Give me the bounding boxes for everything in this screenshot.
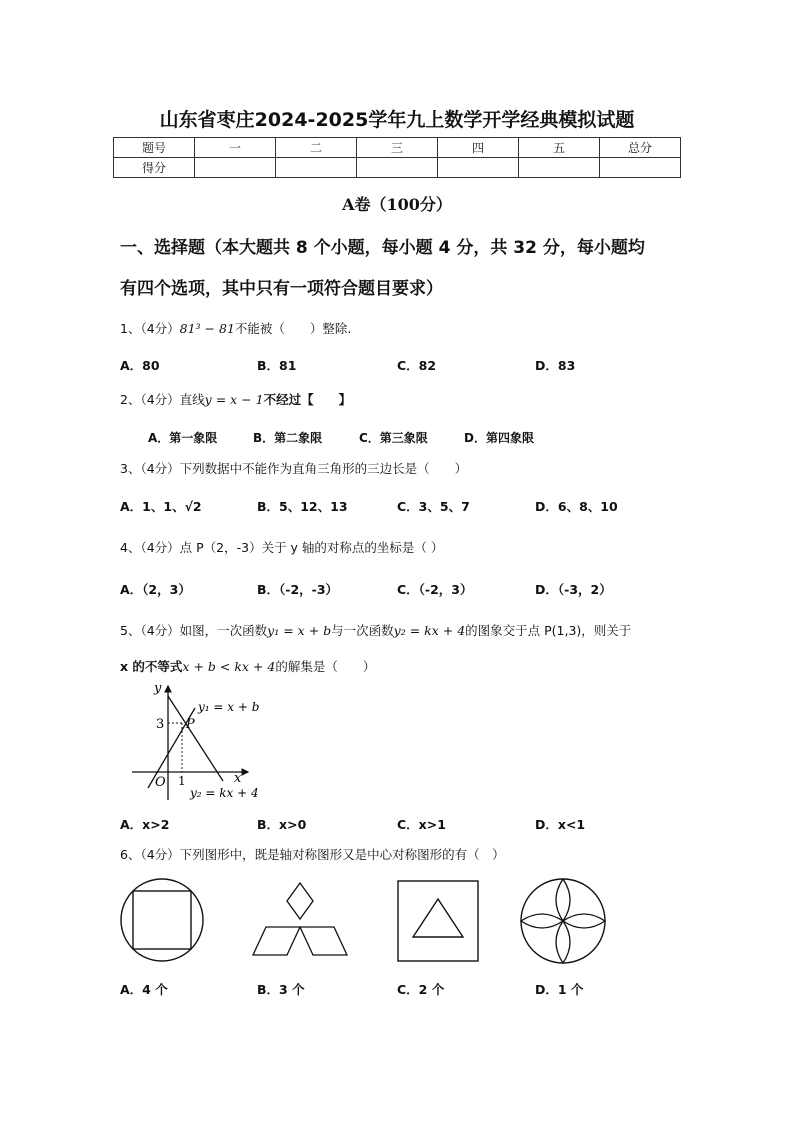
score-header-cell: 四 [438, 138, 519, 158]
q5-option-d[interactable]: D．x<1 [535, 817, 586, 832]
q3-option-b[interactable]: B．5、12、13 [257, 499, 348, 514]
score-header-cell: 总分 [600, 138, 681, 158]
q2-option-a[interactable]: A．第一象限 [148, 431, 218, 445]
score-cell[interactable] [357, 158, 438, 178]
score-header-cell: 二 [276, 138, 357, 158]
score-header-cell: 五 [519, 138, 600, 158]
score-cell[interactable] [600, 158, 681, 178]
q2-option-c[interactable]: C．第三象限 [359, 431, 428, 445]
page-title: 山东省枣庄2024-2025学年九上数学开学经典模拟试题 [159, 109, 635, 131]
question-1-suffix: 不能被（ ）整除. [234, 321, 352, 336]
score-table [113, 137, 681, 178]
q1-option-b[interactable]: B．81 [257, 358, 297, 373]
q1-option-a[interactable]: A．80 [120, 358, 160, 373]
q5-text-c: 的图象交于点 P(1,3)，则关于 [465, 623, 632, 638]
q6-figure-three-rhombuses [250, 877, 350, 961]
y-axis-label: y [154, 681, 162, 696]
score-header-cell: 题号 [114, 138, 195, 158]
q5-text-e: 的解集是（ ） [275, 659, 376, 674]
q5-option-a[interactable]: A．x>2 [120, 817, 170, 832]
q6-figure-square-triangle [396, 879, 482, 965]
q5-text-a: 5、（4分）如图，一次函数 [120, 623, 268, 638]
point-p-label: P [186, 717, 195, 732]
question-2 [120, 390, 351, 408]
q5-math-y1: y₁ = x + b [267, 623, 332, 638]
x-axis-label: x [234, 771, 242, 786]
q3-option-a[interactable]: A．1、1、√2 [120, 499, 202, 514]
score-cell[interactable] [438, 158, 519, 178]
line-y2-label: y₂ = kx + 4 [190, 786, 259, 800]
q3-option-d[interactable]: D．6、8、10 [535, 499, 618, 514]
q4-option-c[interactable]: C．（-2，3） [397, 582, 473, 597]
score-cell[interactable] [276, 158, 357, 178]
origin-label: O [155, 775, 166, 790]
score-header-cell: 三 [357, 138, 438, 158]
tick-y-3: 3 [156, 717, 165, 732]
q6-figure-circle-petals [519, 877, 607, 965]
q4-option-a[interactable]: A．（2，3） [120, 582, 191, 597]
section-heading-line1: 一、选择题（本大题共 8 个小题，每小题 4 分，共 32 分，每小题均 [120, 238, 645, 258]
line-y1-label: y₁ = x + b [198, 700, 260, 714]
score-cell[interactable] [519, 158, 600, 178]
q5-text-d: x 的不等式 [120, 659, 183, 674]
q5-text-b: 与一次函数 [331, 623, 394, 638]
section-heading-line2: 有四个选项，其中只有一项符合题目要求） [120, 279, 443, 299]
part-a-heading: A卷（100分） [342, 195, 452, 214]
q5-math-y2: y₂ = kx + 4 [393, 623, 466, 638]
q5-option-b[interactable]: B．x>0 [257, 817, 307, 832]
q5-graph-figure [118, 678, 278, 808]
question-5-line2 [120, 657, 375, 675]
q2-option-d[interactable]: D．第四象限 [464, 431, 534, 445]
q6-option-b[interactable]: B．3 个 [257, 982, 305, 997]
score-table-header-row [114, 138, 681, 158]
score-table-score-row [114, 158, 681, 178]
q1-option-c[interactable]: C．82 [397, 358, 437, 373]
q4-option-d[interactable]: D．（-3，2） [535, 582, 612, 597]
score-row-label: 得分 [114, 158, 195, 178]
q6-option-a[interactable]: A．4 个 [120, 982, 168, 997]
q5-option-c[interactable]: C．x>1 [397, 817, 446, 832]
q4-option-b[interactable]: B．（-2，-3） [257, 582, 339, 597]
question-3: 3、（4分）下列数据中不能作为直角三角形的三边长是（ ） [120, 461, 468, 476]
question-6: 6、（4分）下列图形中，既是轴对称图形又是中心对称图形的有（ ） [120, 847, 505, 862]
question-4: 4、（4分）点 P（2，-3）关于 y 轴的对称点的坐标是（ ） [120, 540, 444, 555]
question-2-suffix: 不经过【 】 [263, 392, 352, 407]
score-header-cell: 一 [195, 138, 276, 158]
tick-x-1: 1 [178, 774, 186, 788]
question-2-math: y = x − 1 [204, 392, 264, 407]
question-1 [120, 319, 351, 337]
q6-figure-circle-square [118, 877, 206, 963]
q2-option-b[interactable]: B．第二象限 [253, 431, 323, 445]
q6-option-c[interactable]: C．2 个 [397, 982, 445, 997]
score-cell[interactable] [195, 158, 276, 178]
question-1-math: 81³ − 81 [179, 321, 235, 336]
q1-option-d[interactable]: D．83 [535, 358, 576, 373]
question-2-prefix: 2、（4分）直线 [120, 392, 205, 407]
question-5-line1 [120, 621, 631, 639]
q5-math-ineq: x + b < kx + 4 [182, 659, 276, 674]
question-1-prefix: 1、（4分） [120, 321, 180, 336]
q3-option-c[interactable]: C．3、5、7 [397, 499, 470, 514]
q6-option-d[interactable]: D．1 个 [535, 982, 584, 997]
